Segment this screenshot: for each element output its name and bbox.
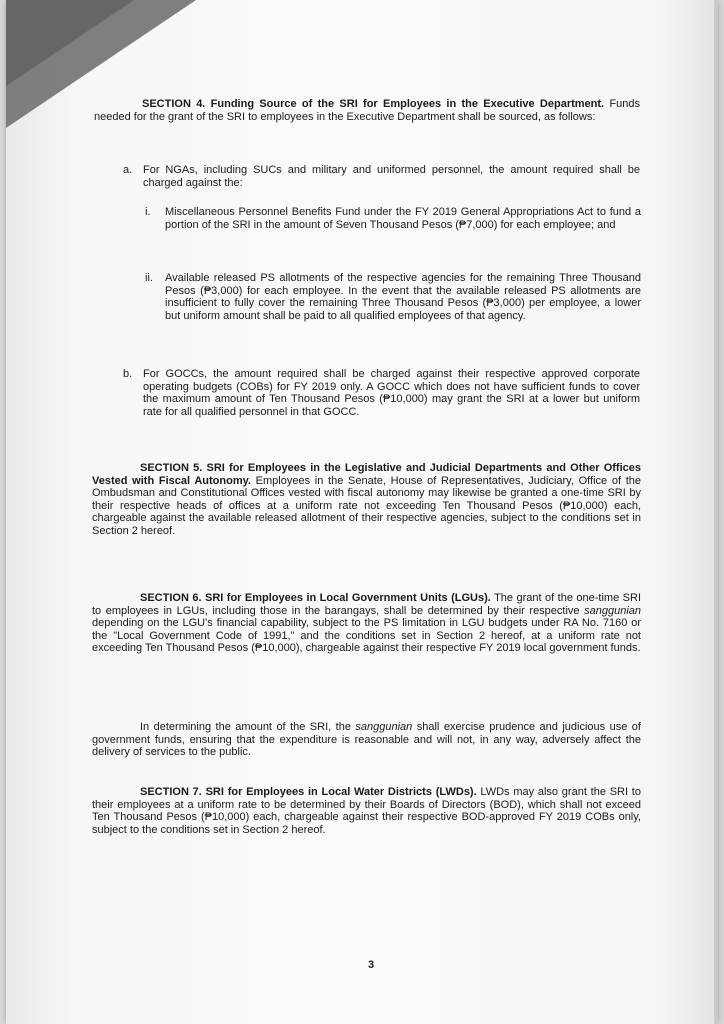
section-7-body: LWDs may also grant the SRI to their employees at a uniform rate to be determined by their Boards of Directors (BOD), which shall not exceed Ten Thousand Pesos (₱10,000) each, chargeable against their respective BOD-approved FY 2019 COBs only, subject to the conditions set in Section 2 hereof. [92, 786, 641, 836]
item-b-label: b. [123, 368, 133, 380]
page-number: 3 [368, 959, 375, 971]
section-7-heading: SECTION 7. SRI for Employees in Local Water Districts (LWDs). [140, 786, 477, 798]
section-4-heading: SECTION 4. Funding Source of the SRI for Employees in the Executive Department. [142, 98, 605, 110]
section-6-paragraph-2 [92, 721, 641, 759]
item-a-i-text: Miscellaneous Personnel Benefits Fund under the FY 2019 General Appropriations Act to fund a portion of the SRI in the amount of Seven Thousand Pesos (₱7,000) for each employee; and [165, 206, 641, 231]
section-6-heading: SECTION 6. SRI for Employees in Local Government Units (LGUs). [140, 592, 491, 604]
section-6-body-part2: depending on the LGU's financial capability, subject to the PS limitation in LGU budgets under RA No. 7160 or the "Local Government Code of 1991," and the conditions set in Section 2 hereof, at a uniform rate not exceeding Ten Thousand Pesos (₱10,000), chargeable against their respective FY 2019 local government funds. [92, 617, 641, 654]
document-body [6, 0, 718, 1024]
item-a-label: a. [123, 164, 133, 176]
item-a-i-label: i. [145, 206, 151, 218]
section-5-heading: SECTION 5. SRI for Employees in the Legislative and Judicial Departments and Other Offices Vested with Fiscal Autonomy. [92, 462, 641, 487]
section-6-p2-italic: sanggunian [355, 721, 413, 733]
section-6-p2-part2: shall exercise prudence and judicious use of government funds, ensuring that the expenditure is reasonable and will not, in any way, adversely affect the delivery of services to the public. [92, 721, 641, 758]
section-6-p2-part1: In determining the amount of the SRI, the [140, 721, 351, 733]
section-6-paragraph [92, 592, 641, 655]
document-page [6, 0, 718, 1024]
item-b-text: For GOCCs, the amount required shall be charged against their respective approved corporate operating budgets (COBs) for FY 2019 only. A GOCC which does not have sufficient funds to cover the maximum amount of Ten Thousand Pesos (₱10,000) may grant the SRI at a lower but uniform rate for all qualified personnel in that GOCC. [143, 368, 640, 418]
section-7-paragraph [92, 786, 641, 836]
section-4-intro: Funds needed for the grant of the SRI to employees in the Executive Department shall be sourced, as follows: [94, 98, 641, 123]
section-6-body-italic: sanggunian [584, 604, 641, 617]
section-4-paragraph [94, 98, 640, 123]
section-6-body-part1: The grant of the one-time SRI to employees in LGUs, including those in the barangays, shall be determined by their respective [92, 592, 642, 617]
item-a-ii-label: ii. [145, 272, 153, 284]
item-a-text: For NGAs, including SUCs and military and uniformed personnel, the amount required shall be charged against the: [143, 164, 640, 189]
section-5-body: Employees in the Senate, House of Representatives, Judiciary, Office of the Ombudsman and Constitutional Offices vested with fiscal autonomy may likewise be granted a one-time SRI by their respective heads of offices at a uniform rate not exceeding Ten Thousand Pesos (₱10,000) each, chargeable against the available released allotment of their respective agencies, subject to the conditions set in Section 2 hereof. [92, 474, 642, 537]
item-a-ii-text: Available released PS allotments of the respective agencies for the remaining Three Thousand Pesos (₱3,000) for each employee. In the event that the available released PS allotments are insufficient to fully cover the remaining Three Thousand Pesos (₱3,000) per employee, a lower but uniform amount shall be paid to all qualified employees of that agency. [165, 272, 641, 322]
section-5-paragraph [92, 462, 641, 537]
